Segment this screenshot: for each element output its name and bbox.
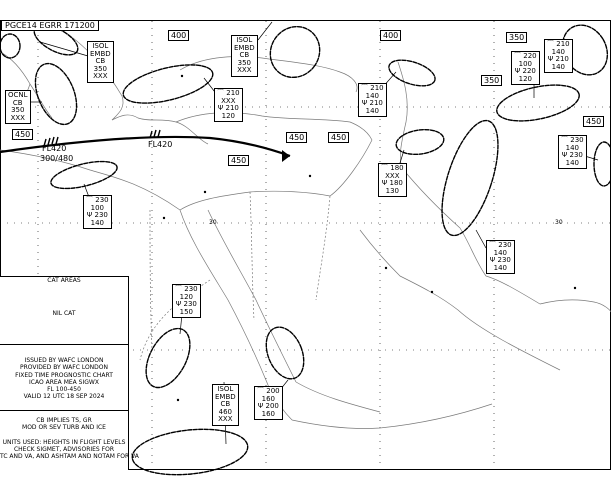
turb-top: 210	[226, 89, 240, 97]
ice-top: 180	[389, 179, 403, 188]
ice-turb-box-4	[544, 39, 573, 73]
turb-top: 230	[95, 196, 109, 204]
cb-box-line: CB	[95, 57, 106, 66]
ice-top: 230	[183, 300, 197, 309]
cb-box-line: 350	[93, 64, 108, 73]
turb-top: 200	[266, 387, 280, 395]
issue-line: VALID 12 UTC 18 SEP 2024	[23, 393, 105, 401]
cb-area-sudan	[137, 321, 199, 394]
cb-box-line: XXX	[218, 415, 233, 424]
fl-tag-450-b: 450	[286, 132, 307, 143]
fl-tag-400-a: 400	[168, 30, 189, 41]
ice-symbol: Ψ	[514, 67, 523, 76]
turb-symbol: ⌒	[489, 241, 499, 249]
jet-label-a: FL420	[42, 144, 67, 153]
jet-label-a-sub: 300/480	[40, 154, 74, 163]
ice-turb-box-7	[83, 195, 112, 229]
cb-area-iran-north	[395, 127, 446, 157]
ice-symbol: Ψ	[257, 402, 266, 411]
grid-label-30-a: 30	[209, 219, 217, 226]
cb-box-isol-n	[231, 35, 258, 77]
ice-turb-value: 130	[385, 186, 399, 195]
cb-box-line: 460	[218, 407, 233, 416]
jet-arrowhead	[282, 150, 290, 162]
cb-area-aegean	[0, 34, 20, 58]
notes-line: CHECK SIGMET, ADVISORIES FOR	[13, 445, 114, 453]
issue-line: ISSUED BY WAFC LONDON	[24, 357, 104, 364]
fl-tag-350-a: 350	[506, 32, 527, 43]
ice-turb-value: 140	[551, 47, 565, 56]
fl-tag-450-d: 450	[228, 155, 249, 166]
cat-areas-body: NIL CAT	[52, 310, 76, 318]
ice-symbol: Ψ	[547, 55, 556, 64]
cb-box-line: CB	[239, 51, 250, 60]
cb-box-line: 350	[11, 106, 25, 115]
ice-turb-value: 140	[493, 263, 507, 272]
fl-tag-450-c: 450	[328, 132, 349, 143]
ice-symbol: Ψ	[86, 211, 95, 220]
ice-symbol: Ψ	[217, 104, 226, 113]
turb-symbol: ⌒	[381, 164, 391, 172]
cb-box-line: XXX	[10, 113, 25, 122]
cb-area-caucasus	[386, 55, 438, 91]
turb-symbol: ⌒	[514, 52, 524, 60]
issue-line: FIXED TIME PROGNOSTIC CHART	[15, 371, 113, 379]
ice-turb-value: 120	[179, 292, 193, 301]
cb-box-line: ISOL	[92, 42, 109, 50]
ice-turb-value: 140	[365, 91, 379, 100]
cb-area-black-sea	[260, 17, 329, 87]
ice-turb-value: 150	[179, 307, 193, 316]
ice-turb-value: 160	[261, 394, 275, 403]
cb-box-line: CB	[12, 98, 23, 107]
turb-symbol: ⌒	[561, 136, 571, 144]
turb-symbol: ⌒	[547, 40, 557, 48]
ice-top: 220	[522, 67, 536, 76]
cb-box-line: XXX	[93, 72, 108, 81]
ice-symbol: Ψ	[561, 151, 570, 160]
ice-symbol: Ψ	[489, 256, 498, 265]
ice-turb-value: 100	[90, 203, 104, 212]
ice-symbol: Ψ	[381, 179, 390, 188]
ice-turb-value: XXX	[385, 171, 400, 180]
cb-area-eritrea	[259, 322, 311, 385]
cb-area-turkey	[119, 57, 216, 110]
weather-symbols	[163, 75, 576, 401]
ice-top: 210	[225, 104, 239, 113]
ice-turb-value: 120	[221, 111, 235, 120]
ice-turb-value: 140	[493, 248, 507, 257]
cb-box-line: ISOL	[236, 36, 253, 44]
turb-top: 220	[523, 52, 537, 60]
notes-line: CB IMPLIES TS, GR	[36, 417, 92, 424]
turb-top: 180	[390, 164, 404, 172]
turb-symbol: ⌒	[257, 387, 267, 395]
turb-top: 230	[184, 285, 198, 293]
ice-turb-box-6	[378, 163, 407, 197]
fl-tag-450-e: 450	[583, 116, 604, 127]
issue-info-panel	[0, 344, 129, 411]
ice-turb-value: 140	[565, 143, 579, 152]
ice-symbol: Ψ	[175, 300, 184, 309]
ice-turb-box-3	[511, 51, 540, 85]
turb-symbol: ⌒	[175, 285, 185, 293]
cb-box-line: EMBD	[90, 49, 111, 58]
issue-line: PROVIDED BY WAFC LONDON	[19, 364, 108, 372]
ice-top: 200	[265, 402, 279, 411]
cat-areas-title: CAT AREAS	[47, 277, 81, 284]
issue-line: ICAO AREA MEA SIGWX	[29, 378, 99, 386]
ice-turb-value: 140	[565, 158, 579, 167]
turb-top: 230	[570, 136, 584, 144]
cb-box-line: CB	[220, 400, 231, 409]
notes-line	[0, 432, 128, 439]
grid-label-30-b: 30	[555, 219, 563, 226]
ice-turb-value: XXX	[221, 96, 236, 105]
cb-area-india	[594, 142, 611, 186]
ice-turb-box-9	[172, 284, 201, 318]
turb-symbol: ⌒	[361, 84, 371, 92]
cb-box-ocnl	[5, 90, 31, 124]
ice-turb-box-5	[558, 135, 587, 169]
ice-turb-box-10	[254, 386, 283, 420]
ice-top: 210	[555, 55, 569, 64]
ice-turb-value: 160	[261, 409, 275, 418]
ice-turb-value: 140	[365, 106, 379, 115]
cb-box-isol-s	[212, 384, 239, 426]
turb-top: 230	[498, 241, 512, 249]
fl-tag-400-b: 400	[380, 30, 401, 41]
cb-box-line: OCNL	[8, 91, 28, 99]
ice-turb-value: 140	[551, 62, 565, 71]
ice-turb-value: 140	[90, 218, 104, 227]
turb-symbol: ⌒	[86, 196, 96, 204]
cb-area-iran-east	[494, 79, 583, 128]
cb-box-line: ISOL	[217, 385, 234, 393]
fl-tag-450-a: 450	[12, 129, 33, 140]
ice-top: 230	[569, 151, 583, 160]
ice-turb-box-1	[214, 88, 243, 122]
notes-panel	[0, 410, 139, 470]
cb-box-line: EMBD	[234, 43, 255, 52]
fl-tag-350-b: 350	[481, 75, 502, 86]
cb-box-line: XXX	[237, 66, 252, 75]
ice-top: 230	[497, 256, 511, 265]
ice-top: 230	[94, 211, 108, 220]
ice-symbol: Ψ	[361, 99, 370, 108]
turb-symbol: ⌒	[217, 89, 227, 97]
ice-turb-box-8	[486, 240, 515, 274]
cat-areas-panel	[0, 276, 129, 345]
cb-box-isol-nw	[87, 41, 114, 83]
ice-turb-box-2	[358, 83, 387, 117]
issue-line: FL 100-450	[47, 386, 81, 394]
cb-area-ethiopia	[130, 424, 250, 480]
cb-box-line: 350	[237, 58, 252, 67]
notes-line: MOD OR SEV TURB AND ICE	[22, 424, 106, 432]
cb-box-line: EMBD	[215, 392, 236, 401]
ice-turb-value: 100	[518, 59, 532, 68]
ice-turb-value: 120	[518, 74, 532, 83]
chart-header: PGCE14 EGRR 171200	[1, 20, 99, 31]
turb-top: 210	[370, 84, 384, 92]
notes-line: TC AND VA, AND ASHTAM AND NOTAM FOR VA	[0, 453, 139, 461]
turb-top: 210	[556, 40, 570, 48]
ice-top: 210	[369, 99, 383, 108]
notes-line: UNITS USED: HEIGHTS IN FLIGHT LEVELS	[2, 438, 126, 446]
jet-label-b: FL420	[148, 140, 173, 149]
